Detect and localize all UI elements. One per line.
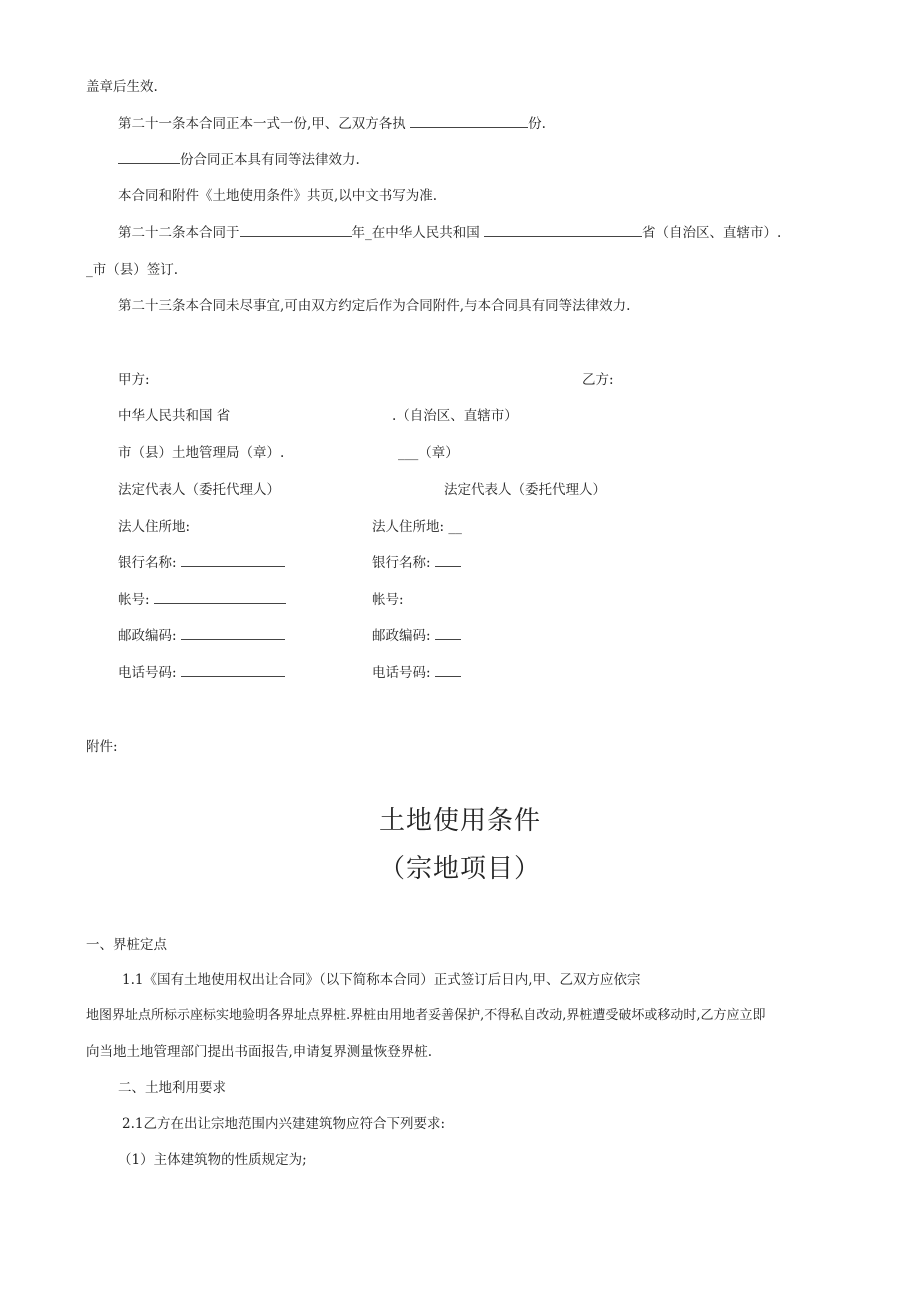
article-23-text: 第二十三条本合同未尽事宜,可由双方约定后作为合同附件,与本合同具有同等法律效力. <box>118 298 631 314</box>
attachment-label: 附件: <box>86 739 118 755</box>
blank-copies-field[interactable] <box>410 115 528 128</box>
party-b-phone-label: 电话号码: <box>372 665 431 681</box>
party-a-bank-field[interactable] <box>181 554 285 567</box>
clause-1-1-text: 1.1《国有土地使用权出让合同》（以下简称本合同）正式签订后日内,甲、乙双方应依宗 <box>122 972 641 988</box>
blank-copies-count-field[interactable] <box>118 151 180 164</box>
party-b-label: 乙方: <box>582 372 614 388</box>
article-22-mid: 年_在中华人民共和国 <box>351 225 480 241</box>
article-22-text: 第二十二条本合同于 <box>118 225 240 241</box>
article-21-cont-line <box>118 151 360 169</box>
party-b-autonomous-text: .（自治区、直辖市） <box>392 408 518 424</box>
party-b-postcode-row <box>372 627 461 645</box>
party-a-bank-row <box>118 554 285 572</box>
article-22-city-text: _市（县）签订. <box>86 262 179 278</box>
attachment-language-text: 本合同和附件《土地使用条件》共页,以中文书写为准. <box>118 188 438 204</box>
attachment-title: 土地使用条件 <box>378 806 541 836</box>
party-a-account-row <box>118 591 286 609</box>
party-b-bank-row <box>372 554 461 572</box>
party-a-label: 甲方: <box>118 372 150 388</box>
party-b-postcode-field[interactable] <box>435 627 461 640</box>
clause-text-effective: 盖章后生效. <box>86 79 158 95</box>
party-b-phone-field[interactable] <box>435 664 461 677</box>
clause-1-1-cont-text: 地图界址点所标示座标实地验明各界址点界桩.界桩由用地者妥善保护,不得私自改动,界桩遭受破坏或移动时,乙方应立即 <box>86 1008 766 1023</box>
article-21-cont-text: 份合同正本具有同等法律效力. <box>180 152 360 168</box>
party-b-address-label: 法人住所地: __ <box>372 519 462 535</box>
party-b-postcode-label: 邮政编码: <box>372 628 431 644</box>
section-1-heading: 一、界桩定点 <box>86 937 167 953</box>
clause-1-1-end-text: 向当地土地管理部门提出书面报告,申请复界测量恢登界桩. <box>86 1044 433 1060</box>
party-a-account-label: 帐号: <box>118 592 150 608</box>
party-a-bureau-seal: 市（县）土地管理局（章）. <box>118 445 285 461</box>
article-21-text: 第二十一条本合同正本一式一份,甲、乙双方各执 <box>118 116 406 132</box>
party-a-province-text: 中华人民共和国 省 <box>118 408 231 424</box>
clause-2-1-text: 2.1乙方在出让宗地范围内兴建建筑物应符合下列要求: <box>122 1116 446 1132</box>
party-a-account-field[interactable] <box>154 591 286 604</box>
article-21-line <box>118 115 546 133</box>
section-2-heading: 二、土地利用要求 <box>118 1080 226 1096</box>
party-b-phone-row <box>372 664 461 682</box>
party-b-bank-field[interactable] <box>435 554 461 567</box>
party-a-phone-row <box>118 664 285 682</box>
article-22-line <box>118 224 781 242</box>
party-a-legal-rep: 法定代表人（委托代理人） <box>118 482 280 498</box>
party-b-bank-label: 银行名称: <box>372 555 431 571</box>
article-21-suffix: 份. <box>528 116 546 132</box>
party-a-bank-label: 银行名称: <box>118 555 177 571</box>
party-a-phone-field[interactable] <box>181 664 285 677</box>
clause-2-1-item-1: （1）主体建筑物的性质规定为; <box>118 1152 307 1168</box>
party-a-postcode-label: 邮政编码: <box>118 628 177 644</box>
party-b-account-label: 帐号: <box>372 592 404 608</box>
blank-date-field[interactable] <box>240 224 352 237</box>
blank-province-field[interactable] <box>484 224 642 237</box>
attachment-subtitle: （宗地项目） <box>378 854 541 884</box>
party-a-phone-label: 电话号码: <box>118 665 177 681</box>
party-b-seal: ___（章） <box>398 445 459 461</box>
article-22-end: 省（自治区、直辖市）. <box>642 225 782 241</box>
party-b-legal-rep: 法定代表人（委托代理人） <box>444 482 606 498</box>
party-a-postcode-field[interactable] <box>181 627 285 640</box>
party-a-address-label: 法人住所地: <box>118 519 191 535</box>
party-a-postcode-row <box>118 627 285 645</box>
